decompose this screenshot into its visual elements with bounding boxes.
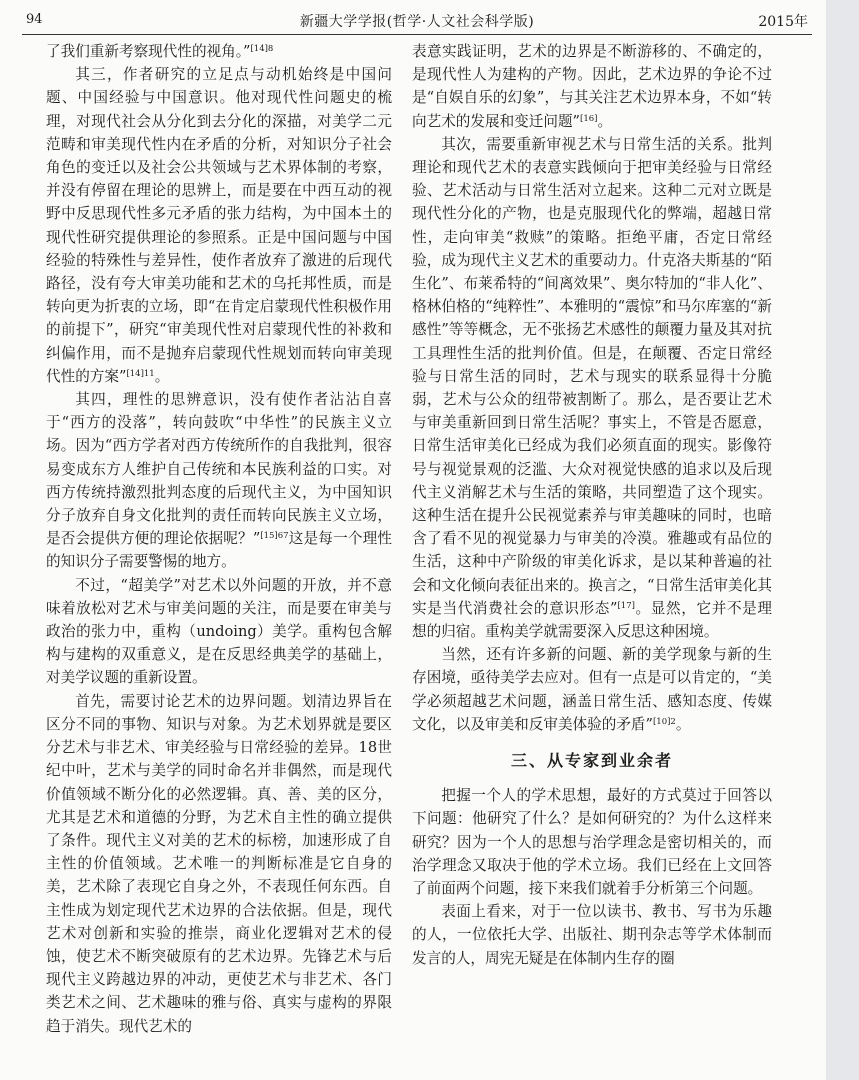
paragraph-continued <box>46 40 392 63</box>
paragraph-surface-view: 表面上看来，对于一位以读书、教书、写书为乐趣的人，一位依托大学、出版社、期刊杂志等学术体制而发言的人，周宪无疑是在体制内生存的圈 <box>412 903 772 967</box>
journal-title: 新疆大学学报(哲学·人文社会科学版) <box>299 14 535 30</box>
running-header <box>22 6 812 35</box>
background-margin <box>826 0 859 1080</box>
paragraph-undoing-aesthetics: 不过，“超美学”对艺术以外问题的开放，并不意味着放松对艺术与审美问题的关注，而是要在审美与政治的张力中，重构（undoing）美学。重构包含解构与建构的双重意义，是在反思经典美学的基础上，对美学议题的重新设置。 <box>46 576 392 687</box>
paragraph-text-tail: 这是每一个理性的知识分子需要警惕的地方。 <box>46 530 392 571</box>
paragraph-research-approach: 把握一个人的学术思想，最好的方式莫过于回答以下问题：他研究了什么？是如何研究的？为什么这样来研究？因为一个人的思想与治学理念是密切相关的，而治学理念又取决于他的学术立场。我们已经在上文回答了前面两个问题，接下来我们就着手分析第三个问题。 <box>412 787 772 897</box>
citation-ref: [10]2 <box>652 716 676 727</box>
right-column <box>412 40 772 970</box>
paragraph-text: 其四，理性的思辨意识，没有使作者沾沾自喜于“西方的没落”，转向鼓吹“中华性”的民族主义立场。因为“西方学者对西方传统所作的自我批判，很容易变成东方人维护自己传统和本民族利益的口实。对西方传统持激烈批判态度的后现代主义，为中国知识分子放弃自身文化批判的责任而转向民族主义立场，是否会提供方便的理论依据呢？” <box>46 391 392 548</box>
citation-ref: [14]11 <box>126 368 155 379</box>
citation-ref: [14]8 <box>250 44 274 54</box>
paragraph-text-tail: 。 <box>675 715 691 733</box>
paragraph-text-tail: 。显然，它并不是理想的归宿。重构美学就需要深入反思这种困境。 <box>412 599 772 641</box>
citation-ref: [15]67 <box>260 531 289 542</box>
paragraph-continued <box>412 40 772 133</box>
citation-ref: [16] <box>580 113 598 124</box>
paragraph-text: 其次，需要重新审视艺术与日常生活的关系。批判理论和现代艺术的表意实践倾向于把审美经验与日常经验、艺术活动与日常生活对立起来。这种二元对立既是现代性分化的产物，也是克服现代化的弊端，超越日常性，走向审美“救赎”的策略。拒绝平庸，否定日常经验，成为现代主义艺术的重要动力。什克洛夫斯基的“陌生化”、布莱希特的“间离效果”、奥尔特加的“非人化”、格林伯格的“纯粹性”、本雅明的“震惊”和马尔库塞的“新感性”等等概念，无不张扬艺术感性的颠覆力量及其对抗工具理性生活的批判价值。但是，在颠覆、否定日常经验与日常生活的同时，艺术与现实的联系显得十分脆弱，艺术与公众的纽带被割断了。那么，是否要让艺术与审美重新回到日常生活呢？事实上，不管是否愿意，日常生活审美化已经成为我们必须直面的现实。影像符号与视觉景观的泛滥、大众对视觉快感的追求以及后现代主义消解艺术与生活的策略，共同塑造了这个现实。这种生活在提升公民视觉素养与审美趣味的同时，也暗含了看不见的视觉暴力与审美的冷漠。雅趣或有品位的生活，这种中产阶级的审美化诉求，是以某种普遍的社会和文化倾向表征出来的。换言之，“日常生活审美化其实是当代消费社会的意识形态” <box>412 135 772 617</box>
page-number: 94 <box>26 12 43 27</box>
paragraph-art-boundary: 首先，需要讨论艺术的边界问题。划清边界旨在区分不同的事物、知识与对象。为艺术划界就是要区分艺术与非艺术、审美经验与日常经验的差异。18世纪中叶，艺术与美学的同时命名并非偶然，而是现代价值领域不断分化的必然逻辑。真、善、美的区分，尤其是艺术和道德的分野，为艺术自主性的确立提供了条件。现代主义对美的艺术的标榜，加速形成了自主性的价值领域。艺术唯一的判断标准是它自身的美，艺术除了表现它自身之外，不表现任何东西。自主性成为划定现代艺术边界的合法依据。但是，现代艺术对创新和实验的推崇，商业化逻辑对艺术的侵蚀，使艺术不断突破原有的艺术边界。先锋艺术与后现代主义跨越边界的冲动，更使艺术与非艺术、各门类艺术之间、艺术趣味的雅与俗、真实与虚构的界限趋于消失。现代艺术的 <box>46 692 392 1035</box>
paragraph-third-point <box>46 63 392 388</box>
paragraph-text-tail: 。 <box>154 367 170 385</box>
paragraph-fourth-point <box>46 388 392 574</box>
paragraph-new-problems <box>412 643 772 736</box>
paragraph-text: 其三，作者研究的立足点与动机始终是中国问题、中国经验与中国意识。他对现代性问题史的梳理，对现代社会从分化到去分化的深描，对美学二元范畴和审美现代性内在矛盾的分析，对知识分子社会角色的变迁以及社会公共领域与艺术界体制的考察，并没有停留在理论的思辨上，而是要在中西互动的视野中反思现代性多元矛盾的张力结构，为中国本土的现代性研究提供理论的参照系。正是中国问题与中国经验的特殊性与差异性，使作者放弃了激进的后现代路径，没有夸大审美功能和艺术的乌托邦性质，而是转向更为折衷的立场，即“在肯定启蒙现代性积极作用的前提下”，研究“审美现代性对启蒙现代性的补救和纠偏作用，而不是抛弃启蒙现代性规划而转向审美现代性的方案” <box>46 66 392 385</box>
paragraph-text: 当然，还有许多新的问题、新的美学现象与新的生存困境，亟待美学去应对。但有一点是可以肯定的，“美学必须超越艺术问题，涵盖日常生活、感知态度、传媒文化，以及审美和反审美体验的矛盾” <box>412 646 772 733</box>
section-heading: 三、从专家到业余者 <box>510 751 673 771</box>
citation-ref: [17] <box>617 600 635 611</box>
paragraph-everyday-life <box>412 133 772 643</box>
paragraph-text: 了我们重新考察现代性的视角。” <box>46 43 251 60</box>
publication-year: 2015年 <box>758 14 808 30</box>
left-column <box>46 40 392 1038</box>
paragraph-text: 表意实践证明，艺术的边界是不断游移的、不确定的，是现代性人为建构的产物。因此，艺术边界的争论不过是“自娱自乐的幻象”，与其关注艺术边界本身，不如“转向艺术的发展和变迁问题” <box>412 43 772 130</box>
paragraph-text-tail: 。 <box>597 112 613 130</box>
